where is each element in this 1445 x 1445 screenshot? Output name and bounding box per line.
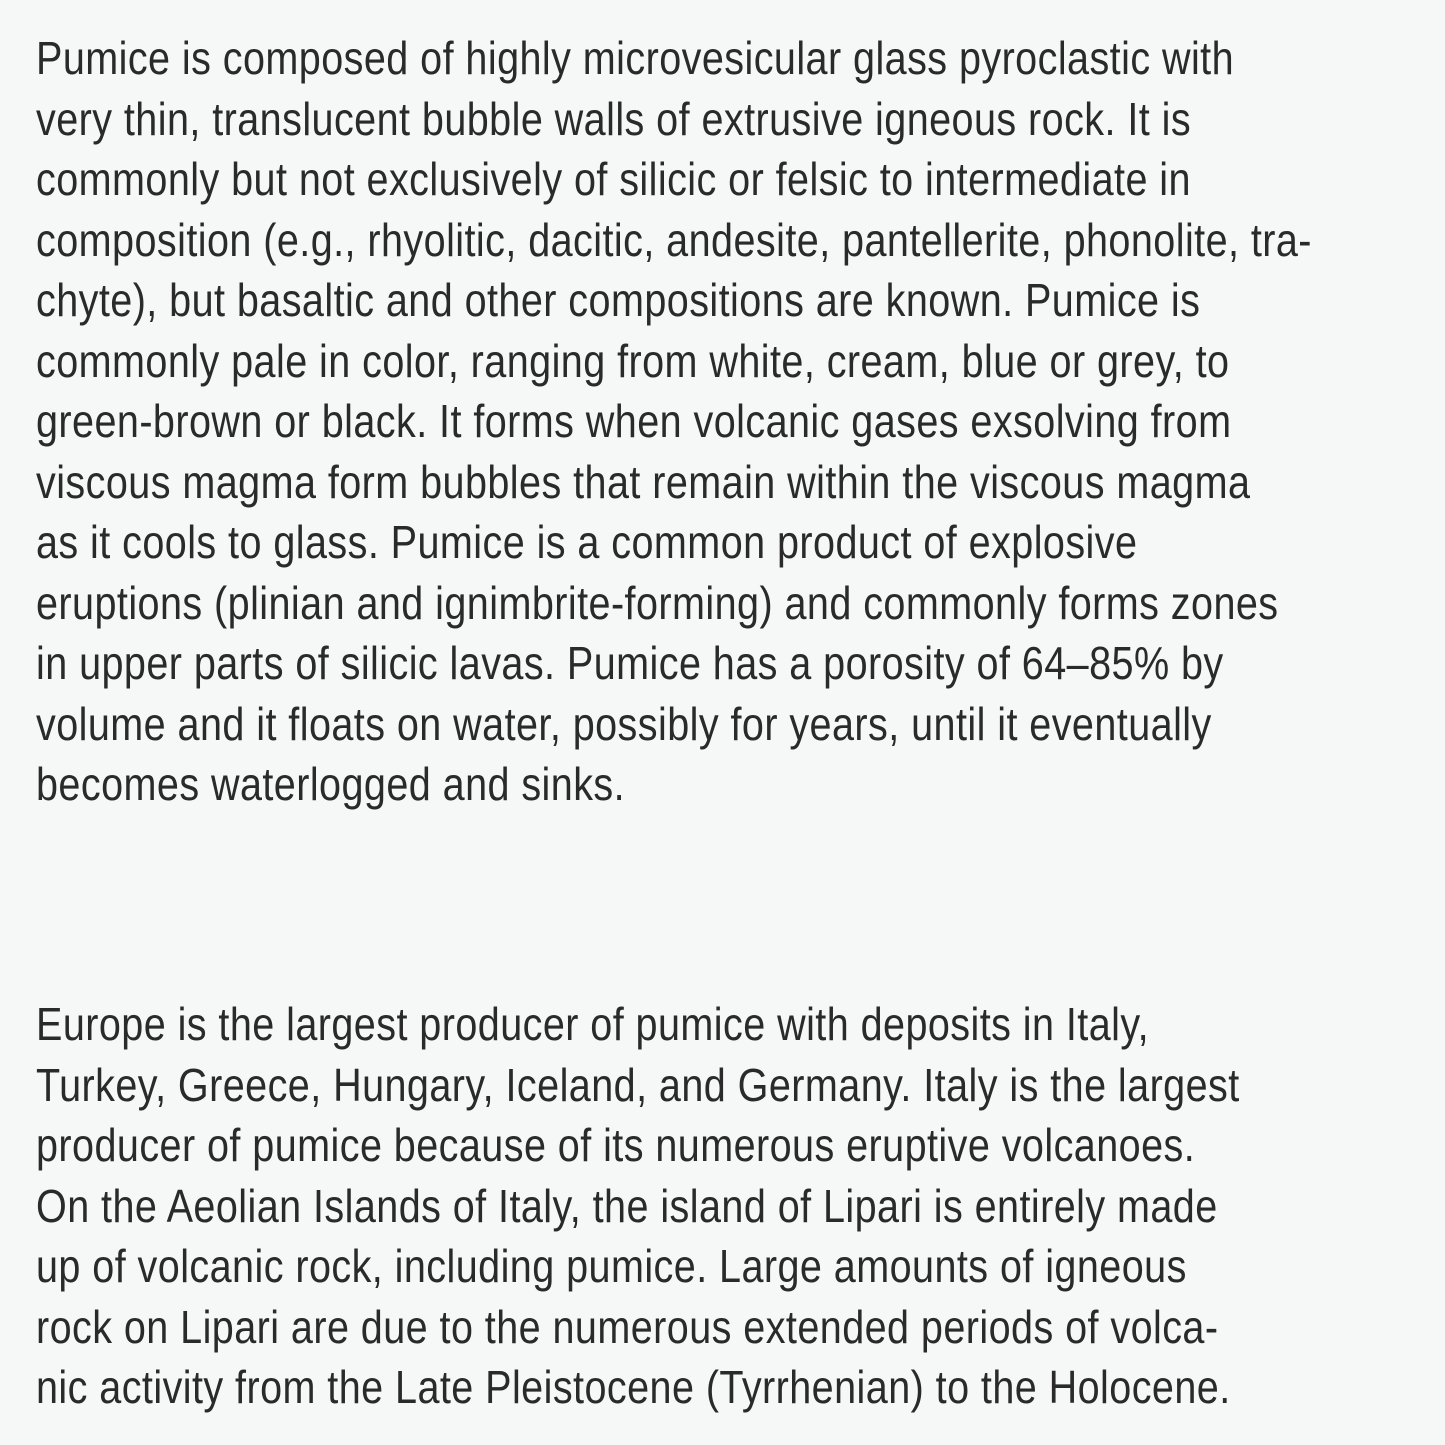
paragraph-pumice-production — [36, 994, 1436, 1418]
text-line: On the Aeolian Islands of Italy, the island of Lipari is entirely made — [36, 1179, 1218, 1232]
text-line: commonly but not exclusively of silicic or felsic to intermediate in — [36, 153, 1191, 205]
text-line: up of volcanic rock, including pumice. Large amounts of igneous — [36, 1240, 1187, 1292]
paragraph-pumice-composition — [36, 28, 1445, 815]
text-line: volume and it floats on water, possibly for years, until it eventually — [36, 697, 1212, 750]
text-line: becomes waterlogged and sinks. — [36, 758, 626, 810]
text-line: green-brown or black. It forms when volcanic gases exsolving from — [36, 395, 1232, 447]
text-line: Pumice is composed of highly microvesicular glass pyroclastic with — [36, 32, 1235, 84]
text-line: rock on Lipari are due to the numerous extended periods of volca- — [36, 1300, 1219, 1353]
text-line: chyte), but basaltic and other compositions are known. Pumice is — [36, 274, 1201, 326]
text-line: composition (e.g., rhyolitic, dacitic, andesite, pantellerite, phonolite, tra- — [36, 213, 1312, 266]
text-line: commonly pale in color, ranging from white, cream, blue or grey, to — [36, 334, 1230, 387]
text-line: viscous magma form bubbles that remain within the viscous magma — [36, 455, 1251, 508]
text-line: very thin, translucent bubble walls of extrusive igneous rock. It is — [36, 92, 1192, 145]
text-line: eruptions (plinian and ignimbrite-forming) and commonly forms zones — [36, 576, 1279, 629]
text-line: Europe is the largest producer of pumice with deposits in Italy, — [36, 998, 1150, 1050]
text-line: in upper parts of silicic lavas. Pumice has a porosity of 64–85% by — [36, 637, 1224, 689]
text-line: as it cools to glass. Pumice is a common product of explosive — [36, 516, 1138, 568]
text-line: nic activity from the Late Pleistocene (Tyrrhenian) to the Holocene. — [36, 1361, 1231, 1413]
text-line: producer of pumice because of its numerous eruptive volcanoes. — [36, 1119, 1196, 1171]
text-line: Turkey, Greece, Hungary, Iceland, and Germany. Italy is the largest — [36, 1058, 1240, 1111]
